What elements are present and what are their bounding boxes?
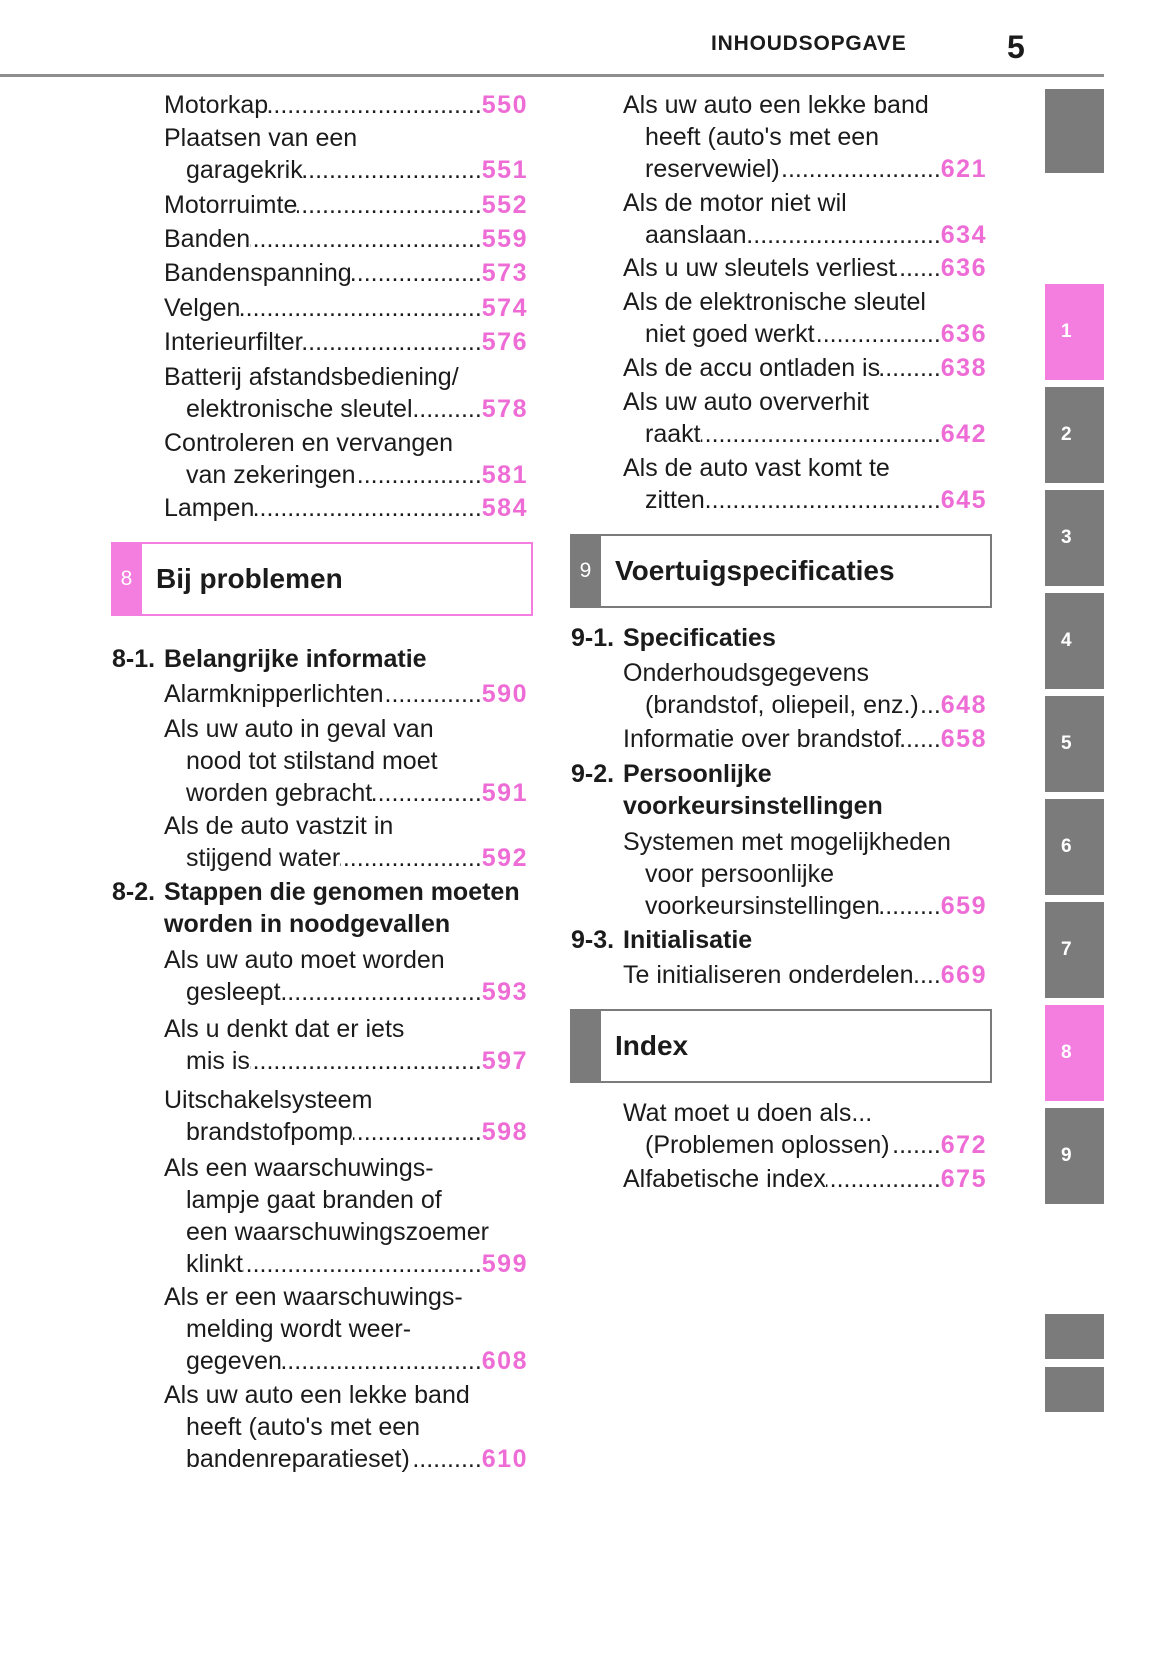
toc-entry-text: Als u uw sleutels verliest bbox=[623, 254, 896, 282]
leader-dots bbox=[746, 219, 940, 251]
toc-entry-text: stijgend water bbox=[186, 844, 341, 872]
chapter-tab-7: 7 bbox=[1045, 902, 1104, 998]
toc-entry-text: Motorruimte bbox=[164, 191, 298, 219]
toc-entry-text: (Problemen oplossen) bbox=[645, 1131, 890, 1159]
toc-entry-text: Als er een waarschuwings- bbox=[164, 1283, 463, 1311]
toc-page-number: 573 bbox=[481, 259, 528, 287]
toc-entry-text: Onderhoudsgegevens bbox=[623, 659, 870, 687]
toc-entry-text: (brandstof, oliepeil, enz.) bbox=[645, 691, 919, 719]
toc-entry-text: bandenreparatieset) bbox=[186, 1445, 410, 1473]
leader-dots bbox=[780, 153, 941, 185]
toc-page-number: 608 bbox=[481, 1347, 528, 1375]
toc-entry-row bbox=[623, 890, 987, 922]
toc-entry-text: Interieurfilter bbox=[164, 328, 303, 356]
toc-page-number: 578 bbox=[481, 395, 528, 423]
toc-entry-row bbox=[623, 1129, 987, 1161]
subsection-title: Specificaties bbox=[623, 624, 776, 652]
toc-entry-text: Als uw auto een lekke band bbox=[623, 91, 929, 119]
toc-entry-row bbox=[164, 459, 528, 491]
toc-entry-text: Informatie over brandstof bbox=[623, 725, 901, 753]
subsection-heading bbox=[571, 622, 776, 654]
leader-dots bbox=[240, 292, 481, 324]
toc-page-number: 584 bbox=[481, 494, 528, 522]
subsection-heading bbox=[571, 758, 883, 822]
chapter-tab-3: 3 bbox=[1045, 490, 1104, 586]
subsection-number: 8-1. bbox=[112, 645, 156, 673]
chapter-tab-2: 2 bbox=[1045, 387, 1104, 483]
toc-entry-text: reservewiel) bbox=[645, 155, 780, 183]
toc-entry bbox=[623, 657, 987, 721]
toc-entry-row bbox=[164, 189, 528, 221]
toc-entry-row bbox=[623, 219, 987, 251]
toc-entry-row bbox=[164, 1443, 528, 1475]
toc-entry-row bbox=[164, 89, 528, 121]
toc-entry-text: Alfabetische index bbox=[623, 1165, 826, 1193]
toc-entry bbox=[623, 89, 987, 185]
toc-page-number: 610 bbox=[481, 1445, 528, 1473]
toc-page-number: 551 bbox=[481, 156, 528, 184]
leader-dots bbox=[895, 252, 940, 284]
leader-dots bbox=[384, 678, 482, 710]
toc-entry-text: Velgen bbox=[164, 294, 241, 322]
toc-entry-text: Lampen bbox=[164, 494, 255, 522]
toc-entry-text: elektronische sleutel bbox=[186, 395, 413, 423]
toc-entry bbox=[164, 89, 528, 121]
leader-dots bbox=[410, 1443, 482, 1475]
chapter-tab-4: 4 bbox=[1045, 593, 1104, 689]
leader-dots bbox=[297, 189, 481, 221]
leader-dots bbox=[826, 1163, 941, 1195]
toc-entry-text: zitten bbox=[645, 486, 705, 514]
toc-entry bbox=[623, 452, 987, 516]
toc-entry bbox=[164, 189, 528, 221]
chapter-tab-9: 9 bbox=[1045, 1108, 1104, 1204]
subsection-heading bbox=[112, 643, 427, 675]
toc-entry-text: een waarschuwingszoemer bbox=[186, 1218, 489, 1246]
running-header-title: INHOUDSOPGAVE bbox=[711, 32, 907, 55]
subsection-number: 9-3. bbox=[571, 926, 615, 954]
subsection-number: 9-1. bbox=[571, 624, 615, 652]
leader-dots bbox=[901, 723, 941, 755]
subsection-heading bbox=[571, 924, 752, 956]
toc-entry-text: aanslaan bbox=[645, 221, 747, 249]
toc-entry-text: Als uw auto een lekke band bbox=[164, 1381, 470, 1409]
toc-page-number: 642 bbox=[940, 420, 987, 448]
chapter-tab-1: 1 bbox=[1045, 284, 1104, 380]
leader-dots bbox=[303, 326, 482, 358]
leader-dots bbox=[919, 689, 941, 721]
toc-entry-row bbox=[623, 723, 987, 755]
toc-entry bbox=[164, 1084, 528, 1148]
leader-dots bbox=[815, 318, 941, 350]
leader-dots bbox=[281, 976, 482, 1008]
toc-entry-text: voor persoonlijke bbox=[645, 860, 834, 888]
toc-entry bbox=[164, 427, 528, 491]
toc-page-number: 675 bbox=[940, 1165, 987, 1193]
toc-page-number: 550 bbox=[481, 91, 528, 119]
toc-entry-row bbox=[164, 154, 528, 186]
toc-entry-row bbox=[164, 1045, 528, 1077]
toc-entry bbox=[623, 286, 987, 350]
toc-entry bbox=[164, 223, 528, 255]
toc-entry bbox=[164, 1152, 528, 1280]
leader-dots bbox=[353, 1116, 482, 1148]
toc-entry-row bbox=[623, 352, 987, 384]
toc-entry-text: Als de elektronische sleutel bbox=[623, 288, 926, 316]
subsection-title: Belangrijke informatie bbox=[164, 645, 427, 673]
leader-dots bbox=[243, 1248, 482, 1280]
toc-entry bbox=[164, 361, 528, 425]
toc-page-number: 598 bbox=[481, 1118, 528, 1146]
toc-entry-row bbox=[623, 689, 987, 721]
chapter-tab-6: 6 bbox=[1045, 799, 1104, 895]
toc-entry bbox=[623, 723, 987, 755]
toc-entry-row bbox=[164, 326, 528, 358]
toc-entry-text: heeft (auto's met een bbox=[645, 123, 880, 151]
toc-entry-text: voorkeursinstellingen bbox=[645, 892, 880, 920]
toc-page-number: 645 bbox=[940, 486, 987, 514]
toc-entry-text: Als uw auto oververhit bbox=[623, 388, 869, 416]
toc-entry-text: Systemen met mogelijkheden bbox=[623, 828, 951, 856]
leader-dots bbox=[282, 1345, 482, 1377]
toc-entry-text: nood tot stilstand moet bbox=[186, 747, 438, 775]
toc-entry-row bbox=[164, 492, 528, 524]
leader-dots bbox=[913, 959, 940, 991]
toc-entry-text: Als de auto vast komt te bbox=[623, 454, 890, 482]
toc-page-number: 592 bbox=[481, 844, 528, 872]
toc-entry-text: klinkt bbox=[186, 1250, 243, 1278]
toc-entry bbox=[623, 826, 987, 922]
toc-page-number: 591 bbox=[481, 779, 528, 807]
toc-entry bbox=[164, 678, 528, 710]
toc-entry bbox=[164, 1013, 528, 1077]
toc-entry-text: gegeven bbox=[186, 1347, 282, 1375]
toc-entry-row bbox=[164, 257, 528, 289]
toc-entry-text: Plaatsen van een bbox=[164, 124, 358, 152]
toc-entry-row bbox=[164, 1345, 528, 1377]
leader-dots bbox=[356, 459, 482, 491]
toc-entry-text: Alarmknipperlichten bbox=[164, 680, 384, 708]
toc-entry-text: Batterij afstandsbediening/ bbox=[164, 363, 459, 391]
chapter-number: 9 bbox=[570, 534, 601, 608]
leader-dots bbox=[413, 393, 482, 425]
toc-entry-text: melding wordt weer- bbox=[186, 1315, 412, 1343]
toc-page-number: 590 bbox=[481, 680, 528, 708]
toc-entry bbox=[164, 1281, 528, 1377]
subsection-title: Initialisatie bbox=[623, 926, 753, 954]
chapter-title: Bij problemen bbox=[156, 563, 343, 594]
index-banner bbox=[570, 1009, 992, 1083]
toc-entry-text: Als de accu ontladen is bbox=[623, 354, 881, 382]
toc-entry-text: van zekeringen bbox=[186, 461, 356, 489]
toc-entry-row bbox=[164, 1248, 528, 1280]
index-stripe bbox=[570, 1009, 601, 1083]
toc-entry bbox=[623, 386, 987, 450]
chapter-tab-8: 8 bbox=[1045, 1005, 1104, 1101]
toc-page-number: 574 bbox=[481, 294, 528, 322]
page-number: 5 bbox=[1007, 29, 1025, 65]
toc-page-number: 581 bbox=[481, 461, 528, 489]
toc-entry bbox=[164, 810, 528, 874]
leader-dots bbox=[880, 890, 941, 922]
toc-entry bbox=[623, 187, 987, 251]
toc-entry-row bbox=[164, 842, 528, 874]
toc-entry-row bbox=[164, 1116, 528, 1148]
toc-entry-row bbox=[623, 252, 987, 284]
leader-dots bbox=[254, 492, 481, 524]
toc-entry-text: lampje gaat branden of bbox=[186, 1186, 442, 1214]
index-title: Index bbox=[615, 1030, 689, 1061]
toc-entry-text: Uitschakelsysteem bbox=[164, 1086, 373, 1114]
leader-dots bbox=[303, 154, 482, 186]
subsection-number: 9-2. bbox=[571, 760, 615, 788]
toc-entry-text: Als uw auto in geval van bbox=[164, 715, 434, 743]
subsection-title: worden in noodgevallen bbox=[164, 910, 451, 938]
toc-entry bbox=[164, 326, 528, 358]
toc-entry-text: worden gebracht bbox=[186, 779, 373, 807]
toc-entry-text: Bandenspanning bbox=[164, 259, 352, 287]
toc-page-number: 559 bbox=[481, 225, 528, 253]
chapter-banner-8 bbox=[111, 542, 533, 616]
subsection-number: 8-2. bbox=[112, 878, 156, 906]
toc-entry-row bbox=[623, 959, 987, 991]
toc-page-number: 659 bbox=[940, 892, 987, 920]
toc-entry-text: gesleept bbox=[186, 978, 281, 1006]
toc-entry-text: niet goed werkt bbox=[645, 320, 815, 348]
toc-page-number: 658 bbox=[940, 725, 987, 753]
toc-page-number: 593 bbox=[481, 978, 528, 1006]
leader-dots bbox=[705, 484, 941, 516]
toc-page-number: 672 bbox=[940, 1131, 987, 1159]
toc-entry-text: Als de auto vastzit in bbox=[164, 812, 394, 840]
toc-entry-text: heeft (auto's met een bbox=[186, 1413, 421, 1441]
toc-entry bbox=[623, 352, 987, 384]
toc-page-number: 636 bbox=[940, 254, 987, 282]
chapter-tab-blank bbox=[1045, 1314, 1104, 1359]
toc-entry-row bbox=[623, 1163, 987, 1195]
toc-entry bbox=[164, 122, 528, 186]
toc-page-number: 648 bbox=[940, 691, 987, 719]
toc-entry bbox=[164, 292, 528, 324]
leader-dots bbox=[890, 1129, 941, 1161]
chapter-number: 8 bbox=[111, 542, 142, 616]
toc-entry bbox=[164, 492, 528, 524]
toc-page-number: 597 bbox=[481, 1047, 528, 1075]
chapter-tab-5: 5 bbox=[1045, 696, 1104, 792]
header-divider bbox=[0, 74, 1104, 77]
toc-entry bbox=[623, 959, 987, 991]
subsection-title: Persoonlijke bbox=[623, 760, 772, 788]
toc-entry-text: Banden bbox=[164, 225, 251, 253]
toc-entry-text: mis is bbox=[186, 1047, 250, 1075]
toc-entry-row bbox=[623, 153, 987, 185]
toc-entry bbox=[164, 1379, 528, 1475]
toc-entry-text: Als u denkt dat er iets bbox=[164, 1015, 405, 1043]
subsection-heading bbox=[112, 876, 520, 940]
toc-page-number: 576 bbox=[481, 328, 528, 356]
toc-entry-row bbox=[623, 418, 987, 450]
toc-entry bbox=[623, 252, 987, 284]
toc-entry bbox=[164, 713, 528, 809]
toc-entry-text: brandstofpomp bbox=[186, 1118, 353, 1146]
toc-entry bbox=[164, 944, 528, 1008]
toc-entry-text: Controleren en vervangen bbox=[164, 429, 454, 457]
toc-page-number: 638 bbox=[940, 354, 987, 382]
chapter-title: Voertuigspecificaties bbox=[615, 555, 895, 586]
toc-entry-text: Wat moet u doen als... bbox=[623, 1099, 873, 1127]
subsection-title: Stappen die genomen moeten bbox=[164, 878, 520, 906]
subsection-title: voorkeursinstellingen bbox=[623, 792, 883, 820]
leader-dots bbox=[250, 223, 482, 255]
chapter-tab-blank bbox=[1045, 1367, 1104, 1412]
toc-entry bbox=[623, 1163, 987, 1195]
chapter-banner-9 bbox=[570, 534, 992, 608]
toc-entry-text: Te initialiseren onderdelen bbox=[623, 961, 914, 989]
toc-entry-row bbox=[164, 292, 528, 324]
toc-entry-text: raakt bbox=[645, 420, 701, 448]
toc-page-number: 599 bbox=[481, 1250, 528, 1278]
toc-page-number: 621 bbox=[940, 155, 987, 183]
leader-dots bbox=[372, 777, 482, 809]
toc-entry-row bbox=[623, 318, 987, 350]
leader-dots bbox=[268, 89, 482, 121]
toc-entry-text: garagekrik bbox=[186, 156, 303, 184]
toc-page-number: 552 bbox=[481, 191, 528, 219]
toc-entry-row bbox=[164, 777, 528, 809]
leader-dots bbox=[880, 352, 941, 384]
toc-entry bbox=[623, 1097, 987, 1161]
toc-entry-row bbox=[164, 678, 528, 710]
toc-page-number: 669 bbox=[940, 961, 987, 989]
toc-entry-text: Als een waarschuwings- bbox=[164, 1154, 434, 1182]
toc-entry-row bbox=[623, 484, 987, 516]
leader-dots bbox=[352, 257, 482, 289]
chapter-tab-blank bbox=[1045, 89, 1104, 173]
toc-entry-text: Als de motor niet wil bbox=[623, 189, 847, 217]
leader-dots bbox=[340, 842, 482, 874]
toc-page-number: 634 bbox=[940, 221, 987, 249]
toc-entry-text: Motorkap bbox=[164, 91, 269, 119]
toc-page-number: 636 bbox=[940, 320, 987, 348]
toc-entry-text: Als uw auto moet worden bbox=[164, 946, 445, 974]
toc-entry-row bbox=[164, 393, 528, 425]
toc-entry bbox=[164, 257, 528, 289]
toc-entry-row bbox=[164, 223, 528, 255]
toc-entry-row bbox=[164, 976, 528, 1008]
leader-dots bbox=[701, 418, 941, 450]
leader-dots bbox=[250, 1045, 482, 1077]
